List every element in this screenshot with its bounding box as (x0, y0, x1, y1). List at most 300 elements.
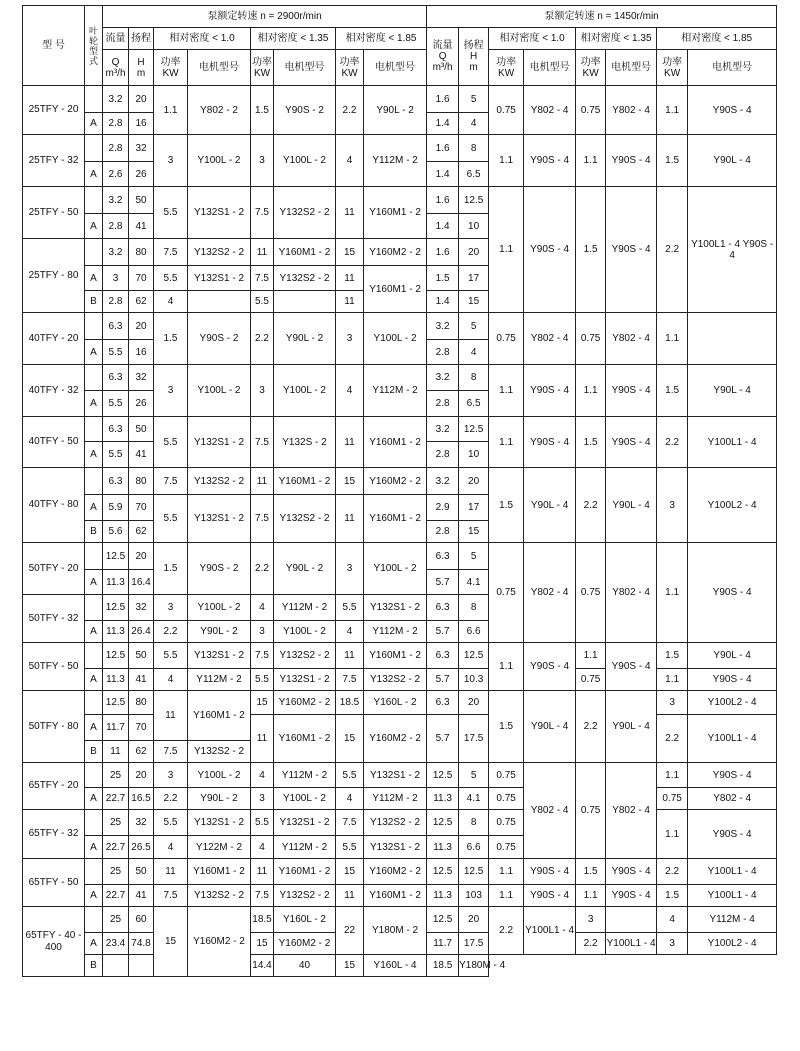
table-cell: Y160M2 - 2 (364, 239, 427, 266)
table-cell: 11 (251, 859, 274, 885)
table-cell: 0.75 (576, 763, 606, 859)
table-cell: 70 (129, 495, 154, 521)
table-cell: Y802 - 4 (524, 543, 576, 643)
table-cell: 40 (274, 955, 336, 977)
table-row (23, 468, 777, 495)
power-unit: KW (253, 67, 271, 79)
table-cell: 26 (129, 391, 154, 417)
table-cell: 1.5 (576, 187, 606, 313)
table-cell: 3.2 (427, 365, 459, 391)
table-cell: Y100L - 2 (274, 788, 336, 810)
table-cell: Y90L - 4 (688, 365, 777, 417)
table-cell: 5 (459, 543, 489, 570)
table-cell: 1.5 (251, 86, 274, 135)
model-cell: 65TFY - 32 (23, 810, 85, 859)
table-cell: 22 (336, 907, 364, 955)
table-cell: 1.5 (154, 313, 188, 365)
table-row (23, 715, 777, 741)
table-cell: Y160M1 - 2 (274, 239, 336, 266)
table-cell: 4 (657, 907, 688, 933)
table-cell: Y90S - 4 (688, 810, 777, 859)
table-cell: 0.75 (489, 810, 524, 836)
table-cell (85, 859, 103, 885)
table-cell: 8 (459, 810, 489, 836)
table-cell: 12.5 (459, 643, 489, 669)
table-cell (85, 543, 103, 570)
table-cell: 4 (459, 340, 489, 365)
table-cell: Y90L - 4 (606, 468, 657, 543)
table-cell: 8 (459, 595, 489, 621)
table-cell: 18.5 (427, 955, 459, 977)
table-cell: 3 (336, 543, 364, 595)
table-cell: Y90S - 4 (688, 543, 777, 643)
table-cell: 3 (251, 621, 274, 643)
table-cell: Y180M - 2 (364, 907, 427, 955)
table-row (23, 691, 777, 715)
table-cell: 32 (129, 365, 154, 391)
table-cell: Y160M2 - 2 (364, 859, 427, 885)
header-power-3 (336, 50, 364, 86)
model-cell: 40TFY - 20 (23, 313, 85, 365)
table-cell: 103 (459, 885, 489, 907)
table-cell: 12.5 (103, 691, 129, 715)
table-cell (606, 907, 657, 933)
table-cell: Y112M - 2 (364, 621, 427, 643)
table-cell: 12.5 (427, 763, 459, 788)
table-cell: Y160M2 - 2 (188, 907, 251, 977)
model-cell: 65TFY - 50 (23, 859, 85, 907)
table-cell: Y132S1 - 2 (364, 836, 427, 859)
table-cell: Y112M - 2 (364, 365, 427, 417)
table-cell: 1.4 (427, 162, 459, 187)
table-cell: Y90L - 2 (188, 621, 251, 643)
table-cell: 11 (251, 468, 274, 495)
table-cell: 20 (459, 691, 489, 715)
table-cell: 15 (336, 715, 364, 763)
table-cell: Y802 - 4 (524, 763, 576, 859)
table-cell: Y100L - 2 (364, 313, 427, 365)
table-cell: 41 (129, 214, 154, 239)
table-cell: 22.7 (103, 885, 129, 907)
table-cell: 17.5 (459, 933, 489, 955)
table-cell: 2.2 (576, 468, 606, 543)
table-cell: Y160L - 2 (274, 907, 336, 933)
table-cell: 7.5 (154, 741, 188, 763)
table-cell: Y122M - 2 (188, 836, 251, 859)
table-cell: Y160M1 - 2 (364, 187, 427, 239)
table-cell: Y160M1 - 2 (274, 468, 336, 495)
power-label: 功率 (252, 56, 272, 68)
table-cell: 6.6 (459, 621, 489, 643)
header-power-2 (251, 50, 274, 86)
table-cell: 20 (129, 86, 154, 113)
header-head-h (129, 50, 154, 86)
header-rd135-low: 相对密度 < 1.35 (576, 28, 657, 50)
table-cell: 16 (129, 340, 154, 365)
table-cell: 7.5 (154, 468, 188, 495)
table-cell: 1.1 (576, 885, 606, 907)
table-cell: 1.1 (657, 669, 688, 691)
table-cell: 15 (459, 291, 489, 313)
table-row (23, 313, 777, 340)
table-cell: Y90S - 2 (274, 86, 336, 135)
table-cell: Y100L1 - 4 (606, 933, 657, 955)
table-cell (85, 643, 103, 669)
table-cell: 5.5 (103, 340, 129, 365)
table-cell: 10 (459, 214, 489, 239)
model-cell: 25TFY - 32 (23, 135, 85, 187)
table-cell: 1.4 (427, 113, 459, 135)
table-cell: Y90L - 4 (524, 468, 576, 543)
table-cell: 3.2 (427, 468, 459, 495)
spec-table (22, 5, 777, 977)
table-cell (85, 313, 103, 340)
table-cell: 5 (459, 313, 489, 340)
table-cell: 5.7 (427, 669, 459, 691)
table-cell: 12.5 (459, 417, 489, 442)
table-row (23, 907, 777, 933)
table-cell: Y90S - 4 (606, 643, 657, 691)
table-cell: 2.8 (427, 521, 459, 543)
header-motor-5: 电机型号 (606, 50, 657, 86)
table-cell: 0.75 (489, 836, 524, 859)
table-cell: 4 (336, 135, 364, 187)
table-cell: Y160M1 - 2 (364, 495, 427, 543)
table-cell: Y90L - 4 (688, 135, 777, 187)
header-rd135: 相对密度 < 1.35 (251, 28, 336, 50)
table-cell: 3 (336, 313, 364, 365)
table-cell: 7.5 (251, 643, 274, 669)
table-cell: B (85, 955, 103, 977)
table-cell: Y90L - 2 (188, 788, 251, 810)
table-cell: Y90S - 2 (188, 543, 251, 595)
model-cell: 40TFY - 80 (23, 468, 85, 543)
table-cell: 3 (657, 691, 688, 715)
table-cell: 2.2 (576, 933, 606, 955)
table-cell: 5.5 (336, 595, 364, 621)
table-cell: Y132S1 - 2 (188, 187, 251, 239)
header-rd10-low: 相对密度 < 1.0 (489, 28, 576, 50)
table-cell: Y160L - 2 (364, 691, 427, 715)
table-cell: 1.5 (657, 643, 688, 669)
table-cell: Y90S - 4 (524, 187, 576, 313)
table-row (23, 643, 777, 669)
table-cell: Y90L - 4 (606, 691, 657, 763)
table-cell: 3.2 (427, 417, 459, 442)
table-cell: Y100L - 2 (188, 595, 251, 621)
model-cell: 40TFY - 50 (23, 417, 85, 468)
table-cell: 6.3 (103, 417, 129, 442)
table-cell: 20 (129, 313, 154, 340)
table-cell: 4 (336, 365, 364, 417)
table-cell: Y90S - 4 (688, 763, 777, 788)
table-cell: 6.6 (459, 836, 489, 859)
table-cell: 1.5 (427, 266, 459, 291)
table-cell: Y132S - 2 (274, 417, 336, 468)
table-cell: 5.7 (427, 570, 459, 595)
table-cell: 11 (336, 291, 364, 313)
table-cell: Y160M1 - 2 (188, 859, 251, 885)
table-cell: 5.5 (336, 836, 364, 859)
table-cell: 3 (154, 135, 188, 187)
table-cell: 3 (657, 933, 688, 955)
table-cell: 11.3 (103, 669, 129, 691)
table-cell: Y132S2 - 2 (274, 266, 336, 291)
power-label: 功率 (160, 56, 181, 68)
table-cell: 5.5 (154, 495, 188, 543)
table-cell: Y100L - 2 (188, 365, 251, 417)
table-cell: 5.5 (251, 669, 274, 691)
table-cell (85, 691, 103, 715)
table-cell: 12.5 (459, 187, 489, 214)
power-unit: KW (664, 67, 681, 79)
model-cell: 50TFY - 32 (23, 595, 85, 643)
table-cell: Y160M1 - 2 (364, 266, 427, 313)
table-cell: 0.75 (489, 763, 524, 788)
table-cell: Y90S - 4 (606, 365, 657, 417)
table-cell: 1.1 (657, 763, 688, 788)
table-cell: 18.5 (336, 691, 364, 715)
table-cell: 7.5 (336, 669, 364, 691)
table-cell (85, 86, 103, 113)
table-cell: 5.5 (336, 763, 364, 788)
table-cell: 11 (154, 859, 188, 885)
table-cell: 2.2 (251, 313, 274, 365)
table-cell: 18.5 (251, 907, 274, 933)
head-low-label: 扬程 (463, 40, 484, 51)
table-cell: Y160M2 - 2 (364, 715, 427, 763)
table-cell: 25 (103, 859, 129, 885)
table-cell: Y100L - 2 (274, 135, 336, 187)
table-cell: B (85, 291, 103, 313)
table-cell: Y90L - 2 (364, 86, 427, 135)
table-cell: 1.5 (657, 135, 688, 187)
table-cell: 5.5 (251, 810, 274, 836)
table-cell: 5.5 (103, 442, 129, 468)
table-cell: 1.5 (657, 365, 688, 417)
table-cell: 1.4 (427, 291, 459, 313)
table-cell: Y802 - 4 (606, 543, 657, 643)
table-cell: 1.1 (657, 810, 688, 859)
table-cell: 20 (459, 239, 489, 266)
table-cell: A (85, 113, 103, 135)
model-cell: 25TFY - 80 (23, 239, 85, 313)
table-cell: 80 (129, 468, 154, 495)
table-cell: 25 (103, 907, 129, 933)
table-cell: Y90S - 4 (606, 885, 657, 907)
table-cell: Y802 - 4 (524, 313, 576, 365)
table-cell (688, 313, 777, 365)
table-cell: 11.3 (427, 836, 459, 859)
table-cell: 1.1 (657, 543, 688, 643)
table-cell: 62 (129, 741, 154, 763)
table-cell: 2.8 (427, 340, 459, 365)
header-head: 扬程 (129, 28, 154, 50)
header-motor-4: 电机型号 (524, 50, 576, 86)
table-cell (188, 291, 251, 313)
power-unit: KW (162, 67, 179, 79)
power-label: 功率 (662, 56, 683, 68)
table-cell: 0.75 (576, 313, 606, 365)
table-cell: A (85, 669, 103, 691)
table-cell: 1.6 (427, 187, 459, 214)
table-cell: 11 (336, 266, 364, 291)
table-cell: B (85, 741, 103, 763)
table-cell: 2.2 (657, 187, 688, 313)
table-cell: 4.1 (459, 570, 489, 595)
table-cell: A (85, 266, 103, 291)
table-cell: Y132S2 - 2 (274, 885, 336, 907)
table-cell: 11 (336, 417, 364, 468)
table-cell: 12.5 (459, 859, 489, 885)
table-cell: Y100L2 - 4 (688, 691, 777, 715)
table-row (23, 955, 777, 977)
table-cell: 3.2 (103, 239, 129, 266)
pump-motor-spec-table (22, 5, 776, 1037)
header-flow-q (103, 50, 129, 86)
table-cell: 1.1 (489, 885, 524, 907)
table-cell: Y100L1 - 4 (688, 715, 777, 763)
table-cell: Y160M1 - 2 (188, 691, 251, 741)
header-flow-low (427, 28, 459, 86)
table-cell: 2.2 (657, 417, 688, 468)
table-cell (85, 135, 103, 162)
header-flow: 流量 (103, 28, 129, 50)
table-cell: Y90S - 2 (188, 313, 251, 365)
table-cell: 1.5 (576, 859, 606, 885)
table-cell: Y132S2 - 2 (188, 885, 251, 907)
table-cell: 7.5 (154, 885, 188, 907)
table-cell: 0.75 (576, 669, 606, 691)
table-cell: Y132S1 - 2 (188, 810, 251, 836)
power-unit: KW (582, 67, 599, 79)
table-cell: A (85, 788, 103, 810)
table-cell: 11 (251, 715, 274, 763)
header-rd185: 相对密度 < 1.85 (336, 28, 427, 50)
table-cell: Y112M - 2 (364, 135, 427, 187)
table-cell: Y90S - 4 (606, 417, 657, 468)
header-power-5 (576, 50, 606, 86)
table-cell (274, 291, 336, 313)
table-cell: Y100L - 2 (274, 621, 336, 643)
table-cell: 1.5 (154, 543, 188, 595)
table-cell: 1.1 (489, 365, 524, 417)
table-cell: 2.2 (336, 86, 364, 135)
table-cell: 7.5 (251, 885, 274, 907)
table-cell: Y132S2 - 2 (274, 187, 336, 239)
table-cell: Y132S1 - 2 (364, 763, 427, 788)
table-cell: Y160M1 - 2 (274, 715, 336, 763)
table-cell: 1.1 (489, 859, 524, 885)
table-cell: A (85, 885, 103, 907)
table-cell: 16 (129, 113, 154, 135)
header-speed-1450: 泵额定转速 n = 1450r/min (427, 6, 777, 28)
table-cell: 6.5 (459, 391, 489, 417)
table-cell: Y100L - 2 (274, 365, 336, 417)
table-cell: 1.1 (657, 86, 688, 135)
table-cell: Y132S2 - 2 (274, 643, 336, 669)
table-cell: 1.1 (576, 643, 606, 669)
table-cell: 22.7 (103, 788, 129, 810)
table-row (23, 859, 777, 885)
model-cell: 25TFY - 20 (23, 86, 85, 135)
table-cell: Y112M - 2 (188, 669, 251, 691)
model-cell: 25TFY - 50 (23, 187, 85, 239)
table-cell: 7.5 (251, 266, 274, 291)
table-cell: 4 (251, 763, 274, 788)
table-cell: 15 (336, 955, 364, 977)
table-cell: B (85, 521, 103, 543)
header-power-1 (154, 50, 188, 86)
table-cell: 26.5 (129, 836, 154, 859)
table-cell: 60 (129, 907, 154, 933)
table-cell: A (85, 442, 103, 468)
header-rd10: 相对密度 < 1.0 (154, 28, 251, 50)
table-cell: Y90L - 2 (274, 543, 336, 595)
table-cell: Y112M - 2 (274, 595, 336, 621)
table-cell: Y100L2 - 4 (688, 468, 777, 543)
table-cell: 1.1 (576, 365, 606, 417)
table-row (23, 86, 777, 113)
table-cell: 11 (336, 187, 364, 239)
table-cell: Y160M2 - 2 (364, 468, 427, 495)
table-cell: 0.75 (489, 543, 524, 643)
table-cell: 22.7 (103, 836, 129, 859)
table-cell (103, 955, 129, 977)
model-cell: 65TFY - 20 (23, 763, 85, 810)
table-cell: 5.5 (154, 810, 188, 836)
table-cell: Y160M1 - 2 (364, 417, 427, 468)
table-cell: 32 (129, 810, 154, 836)
header-power-4 (489, 50, 524, 86)
table-cell: Y132S1 - 2 (364, 595, 427, 621)
table-cell: 3 (251, 365, 274, 417)
table-cell: 3 (657, 468, 688, 543)
table-cell: 11.7 (103, 715, 129, 741)
table-cell: Y112M - 2 (274, 836, 336, 859)
table-cell: 11 (251, 239, 274, 266)
table-cell: 62 (129, 521, 154, 543)
table-cell: 7.5 (251, 417, 274, 468)
table-cell: Y160M1 - 2 (274, 859, 336, 885)
table-cell: Y132S2 - 2 (364, 810, 427, 836)
header-model: 型 号 (23, 6, 85, 86)
table-cell: Y112M - 4 (688, 907, 777, 933)
table-cell: 15 (336, 859, 364, 885)
table-cell: 20 (129, 763, 154, 788)
table-cell: 3 (103, 266, 129, 291)
table-cell: 32 (129, 135, 154, 162)
table-cell: 3 (154, 365, 188, 417)
table-cell: Y90S - 4 (524, 417, 576, 468)
table-cell: Y100L - 2 (364, 543, 427, 595)
table-cell: 2.9 (427, 495, 459, 521)
table-cell: Y90S - 4 (524, 859, 576, 885)
power-label: 功率 (580, 56, 601, 68)
table-cell: 12.5 (103, 595, 129, 621)
header-motor-2: 电机型号 (274, 50, 336, 86)
table-cell: 2.8 (103, 291, 129, 313)
table-cell: 5.5 (154, 266, 188, 291)
power-unit: KW (498, 67, 515, 79)
table-cell: 12.5 (103, 643, 129, 669)
table-cell: 25 (103, 763, 129, 788)
table-cell: 20 (459, 468, 489, 495)
table-cell: 16.4 (129, 570, 154, 595)
table-cell: Y132S1 - 2 (188, 643, 251, 669)
table-cell: 3 (154, 595, 188, 621)
table-cell: 10 (459, 442, 489, 468)
